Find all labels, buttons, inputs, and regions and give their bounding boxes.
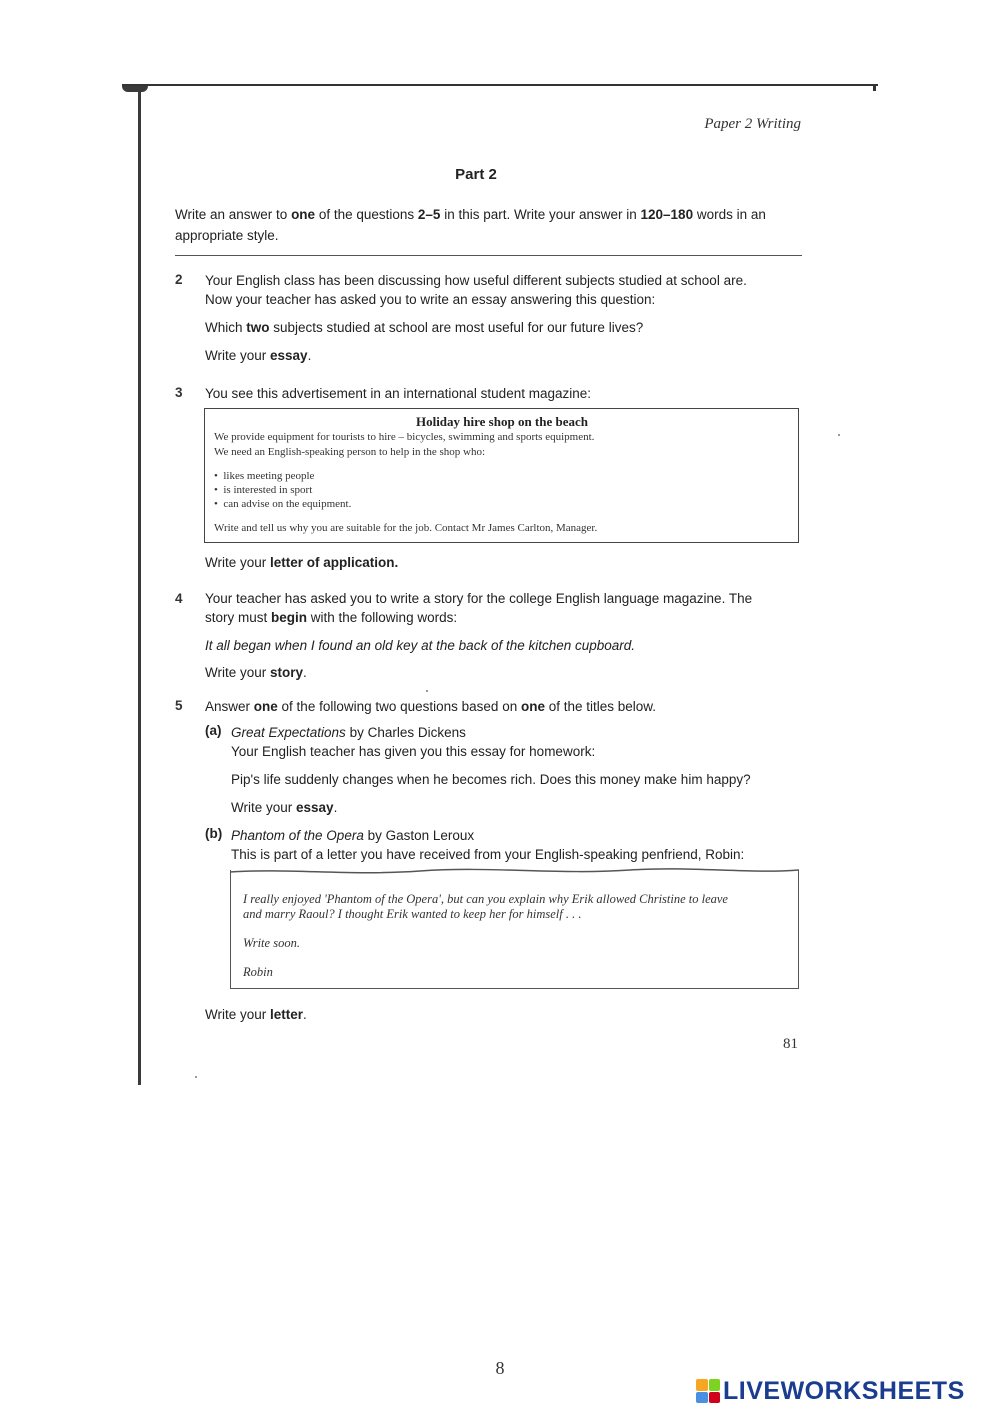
brand-text: LIVEWORKSHEETS	[723, 1376, 965, 1405]
ad-line: We need an English-speaking person to help in the shop who:	[214, 446, 486, 458]
ad-bullet: • likes meeting people	[214, 470, 315, 482]
q5a-task: Write your essay.	[231, 800, 338, 815]
question-number: 4	[175, 591, 183, 606]
scan-speck	[426, 690, 428, 692]
q2-prompt: Your English class has been discussing how useful different subjects studied at school are. Now your teacher has asked you to write an essay answering this question:	[205, 273, 747, 307]
scan-speck	[195, 1076, 197, 1078]
q4-opening-line: It all began when I found an old key at the back of the kitchen cupboard.	[205, 638, 636, 653]
q4-task: Write your story.	[205, 665, 307, 680]
top-rule-tick	[873, 84, 876, 91]
letter-box	[230, 870, 799, 989]
instructions-divider	[175, 255, 802, 256]
q5b-task: Write your letter.	[205, 1007, 307, 1022]
letter-line: Write soon.	[243, 936, 300, 950]
left-rule	[138, 88, 141, 1085]
left-rule-cap	[122, 86, 148, 92]
q2-question: Which two subjects studied at school are most useful for our future lives?	[205, 320, 644, 335]
paper-label: Paper 2 Writing	[704, 116, 801, 132]
q5b-label: (b)	[205, 826, 223, 841]
letter-signature: Robin	[243, 965, 273, 979]
q5a-question: Pip's life suddenly changes when he becomes rich. Does this money make him happy?	[231, 772, 751, 787]
logo-square	[696, 1392, 708, 1404]
letter-line: I really enjoyed 'Phantom of the Opera', but can you explain why Erik allowed Christine to leave	[243, 892, 728, 906]
liveworksheets-brand	[696, 1376, 965, 1406]
q5a-label: (a)	[205, 723, 222, 738]
ad-bullet: • is interested in sport	[214, 484, 313, 496]
logo-square	[709, 1379, 721, 1391]
q3-intro: You see this advertisement in an international student magazine:	[205, 386, 591, 401]
ad-bullet: • can advise on the equipment.	[214, 498, 352, 510]
q4-prompt: Your teacher has asked you to write a story for the college English language magazine. The story must begin with the following words:	[205, 591, 753, 625]
instructions: Write an answer to one of the questions 2–5 in this part. Write your answer in 120–180 words in an appropriate style.	[175, 207, 766, 243]
ad-title: Holiday hire shop on the beach	[415, 414, 589, 429]
top-rule	[122, 84, 878, 86]
logo-square	[696, 1379, 708, 1391]
scan-speck	[838, 434, 840, 436]
part-title: Part 2	[455, 166, 497, 183]
ad-closing: Write and tell us why you are suitable for the job. Contact Mr James Carlton, Manager.	[214, 522, 598, 534]
q3-task: Write your letter of application.	[205, 555, 399, 570]
q5-intro: Answer one of the following two questions based on one of the titles below.	[205, 699, 657, 714]
letter-line: and marry Raoul? I thought Erik wanted to keep her for himself . . .	[243, 907, 582, 921]
logo-square	[709, 1392, 721, 1404]
liveworksheets-logo-icon	[696, 1379, 720, 1403]
question-number: 3	[175, 385, 183, 400]
question-number: 2	[175, 272, 183, 287]
question-number: 5	[175, 698, 183, 713]
page-number: 8	[495, 1358, 505, 1378]
q5a-prompt: Great Expectations by Charles Dickens Your English teacher has given you this essay for homework:	[231, 725, 596, 759]
q2-task: Write your essay.	[205, 348, 312, 363]
ad-line: We provide equipment for tourists to hire – bicycles, swimming and sports equipment.	[214, 431, 595, 443]
q5b-prompt: Phantom of the Opera by Gaston Leroux This is part of a letter you have received from your English-speaking penfriend, Robin:	[231, 828, 745, 862]
book-page-number: 81	[783, 1036, 798, 1052]
